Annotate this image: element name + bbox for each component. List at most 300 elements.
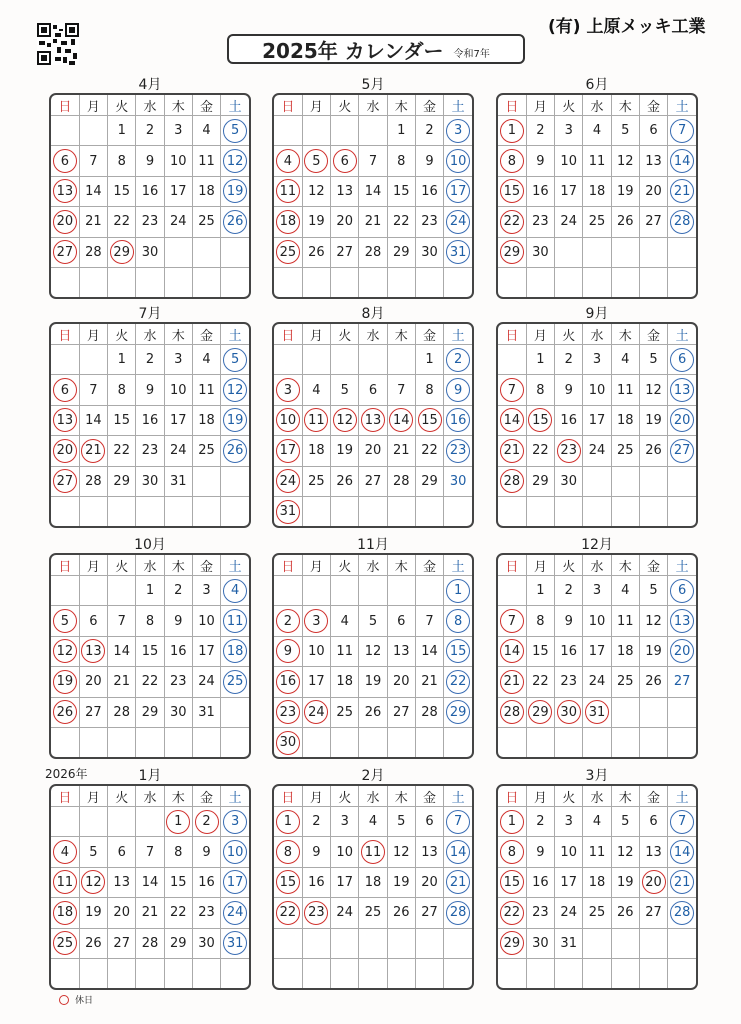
empty-cell [331, 116, 359, 146]
day-cell: 10 [164, 146, 192, 176]
day-cell [274, 436, 302, 466]
day-cell: 5 [359, 606, 387, 636]
day-cell: 3 [555, 807, 583, 837]
holiday-day: 15 [276, 870, 300, 894]
day-cell: 21 [359, 207, 387, 237]
holiday-day: 15 [500, 179, 524, 203]
holiday-day: 17 [223, 870, 247, 894]
day-cell [668, 116, 696, 146]
holiday-day: 21 [81, 439, 105, 463]
day-cell: 10 [555, 837, 583, 867]
weekday-header: 月 [526, 555, 554, 576]
day-cell: 24 [331, 898, 359, 928]
day-cell: 4 [192, 345, 220, 375]
month-label: 8月 [361, 306, 385, 322]
day-cell: 14 [136, 867, 164, 897]
weekday-header: 木 [387, 324, 415, 345]
empty-cell [164, 958, 192, 988]
day-cell [274, 237, 302, 267]
day-cell [302, 898, 330, 928]
day-cell [639, 867, 667, 897]
empty-cell [274, 345, 302, 375]
weekday-header: 土 [444, 95, 472, 116]
holiday-day: 21 [446, 870, 470, 894]
day-cell [387, 405, 415, 435]
holiday-day: 13 [81, 639, 105, 663]
day-cell: 6 [79, 606, 107, 636]
month-grid [272, 784, 474, 990]
holiday-day: 18 [223, 639, 247, 663]
holiday-day: 26 [223, 439, 247, 463]
day-cell [274, 466, 302, 496]
day-cell: 3 [192, 576, 220, 606]
day-cell [668, 576, 696, 606]
empty-cell [51, 727, 79, 757]
day-cell: 25 [359, 898, 387, 928]
day-cell: 20 [387, 667, 415, 697]
day-cell: 15 [136, 636, 164, 666]
empty-cell [136, 807, 164, 837]
holiday-day: 29 [110, 240, 134, 264]
day-cell [51, 667, 79, 697]
day-cell: 9 [192, 837, 220, 867]
day-cell: 13 [639, 837, 667, 867]
day-cell: 28 [108, 697, 136, 727]
empty-cell [192, 466, 220, 496]
day-cell: 9 [526, 837, 554, 867]
day-cell: 26 [639, 667, 667, 697]
holiday-day: 8 [500, 840, 524, 864]
day-cell: 29 [387, 237, 415, 267]
circle-icon [59, 995, 69, 1005]
day-cell: 4 [192, 116, 220, 146]
weekday-header: 金 [639, 555, 667, 576]
day-cell [221, 898, 249, 928]
day-cell [444, 576, 472, 606]
holiday-day: 7 [500, 378, 524, 402]
day-cell [668, 436, 696, 466]
day-cell: 10 [164, 375, 192, 405]
holiday-day: 25 [223, 670, 247, 694]
holiday-day: 28 [500, 469, 524, 493]
empty-cell [79, 267, 107, 297]
empty-cell [387, 928, 415, 958]
weekday-header: 火 [555, 786, 583, 807]
day-cell: 4 [583, 807, 611, 837]
empty-cell [108, 958, 136, 988]
day-cell: 14 [79, 176, 107, 206]
holiday-day: 12 [53, 639, 77, 663]
weekday-header: 日 [274, 324, 302, 345]
holiday-day: 9 [446, 378, 470, 402]
day-cell [498, 176, 526, 206]
holiday-day: 10 [223, 840, 247, 864]
weekday-header: 金 [639, 95, 667, 116]
day-cell [498, 436, 526, 466]
day-cell [221, 606, 249, 636]
holiday-day: 18 [53, 901, 77, 925]
month-label: 11月 [357, 537, 389, 553]
day-cell [498, 928, 526, 958]
day-cell [498, 116, 526, 146]
holiday-day: 28 [500, 700, 524, 724]
day-cell: 18 [611, 636, 639, 666]
day-cell: 26 [302, 237, 330, 267]
day-cell [221, 636, 249, 666]
day-cell: 24 [583, 436, 611, 466]
empty-cell [274, 267, 302, 297]
holiday-day: 15 [528, 408, 552, 432]
holiday-day: 5 [304, 149, 328, 173]
holiday-day: 12 [81, 870, 105, 894]
holiday-day: 3 [446, 119, 470, 143]
holiday-day: 21 [670, 870, 694, 894]
empty-cell [136, 267, 164, 297]
empty-cell [639, 958, 667, 988]
day-cell: 20 [639, 176, 667, 206]
day-cell [274, 867, 302, 897]
empty-cell [51, 116, 79, 146]
holiday-day: 11 [53, 870, 77, 894]
day-cell [79, 436, 107, 466]
day-cell [221, 375, 249, 405]
day-cell: 24 [555, 898, 583, 928]
day-cell [274, 146, 302, 176]
weekday-header: 日 [498, 324, 526, 345]
day-cell: 2 [526, 116, 554, 146]
day-cell: 17 [164, 405, 192, 435]
day-cell [302, 405, 330, 435]
day-cell: 16 [555, 405, 583, 435]
month-calendar [272, 537, 474, 759]
day-cell [668, 837, 696, 867]
day-cell [498, 606, 526, 636]
empty-cell [555, 237, 583, 267]
day-cell: 3 [331, 807, 359, 837]
qr-code-icon [37, 23, 79, 65]
month-grid [49, 93, 251, 299]
weekday-header: 日 [51, 786, 79, 807]
empty-cell [668, 958, 696, 988]
day-cell [444, 898, 472, 928]
day-cell: 6 [639, 807, 667, 837]
day-cell [302, 146, 330, 176]
day-cell [444, 405, 472, 435]
holiday-day: 7 [446, 810, 470, 834]
weekday-header: 月 [79, 786, 107, 807]
day-cell: 18 [331, 667, 359, 697]
empty-cell [611, 727, 639, 757]
empty-cell [51, 576, 79, 606]
day-cell: 18 [611, 405, 639, 435]
holiday-day: 29 [446, 700, 470, 724]
holiday-day: 13 [53, 179, 77, 203]
day-cell: 16 [192, 867, 220, 897]
day-cell: 6 [415, 807, 443, 837]
day-cell: 31 [192, 697, 220, 727]
day-cell: 12 [611, 837, 639, 867]
day-cell [274, 807, 302, 837]
holiday-day: 5 [223, 348, 247, 372]
month-label: 3月 [585, 768, 609, 784]
holiday-day: 5 [53, 609, 77, 633]
day-cell: 31 [555, 928, 583, 958]
weekday-header: 木 [387, 555, 415, 576]
holiday-day: 16 [446, 408, 470, 432]
day-cell: 7 [108, 606, 136, 636]
day-cell: 21 [136, 898, 164, 928]
month-calendar [496, 77, 698, 299]
empty-cell [331, 496, 359, 526]
holiday-day: 11 [361, 840, 385, 864]
holiday-day: 19 [53, 670, 77, 694]
day-cell: 14 [359, 176, 387, 206]
weekday-header: 土 [668, 95, 696, 116]
day-cell: 28 [415, 697, 443, 727]
day-cell: 2 [164, 576, 192, 606]
weekday-header: 金 [192, 786, 220, 807]
day-cell [498, 667, 526, 697]
empty-cell [583, 466, 611, 496]
weekday-header: 水 [583, 95, 611, 116]
month-label: 6月 [585, 77, 609, 93]
day-cell: 27 [79, 697, 107, 727]
holiday-day: 23 [276, 700, 300, 724]
day-cell: 10 [583, 375, 611, 405]
holiday-day: 8 [500, 149, 524, 173]
weekday-header: 木 [611, 555, 639, 576]
day-cell [359, 837, 387, 867]
holiday-day: 3 [276, 378, 300, 402]
empty-cell [359, 928, 387, 958]
weekday-header: 金 [639, 786, 667, 807]
day-cell [444, 667, 472, 697]
day-cell: 4 [359, 807, 387, 837]
day-cell: 28 [79, 466, 107, 496]
day-cell [444, 807, 472, 837]
day-cell [668, 176, 696, 206]
empty-cell [51, 958, 79, 988]
day-cell [221, 116, 249, 146]
weekday-header: 日 [274, 95, 302, 116]
empty-cell [415, 576, 443, 606]
empty-cell [359, 116, 387, 146]
weekday-header: 水 [583, 786, 611, 807]
holiday-day: 14 [389, 408, 413, 432]
day-cell: 27 [108, 928, 136, 958]
day-cell [668, 606, 696, 636]
day-cell: 9 [164, 606, 192, 636]
day-cell: 20 [331, 207, 359, 237]
holiday-day: 4 [223, 579, 247, 603]
day-cell: 2 [555, 345, 583, 375]
day-cell: 6 [639, 116, 667, 146]
empty-cell [583, 267, 611, 297]
day-cell: 21 [415, 667, 443, 697]
weekday-header: 水 [583, 324, 611, 345]
day-cell: 2 [526, 807, 554, 837]
day-cell [302, 697, 330, 727]
weekday-header: 水 [136, 555, 164, 576]
empty-cell [164, 267, 192, 297]
month-calendar [272, 768, 474, 990]
holiday-day: 31 [223, 931, 247, 955]
holiday-day: 6 [53, 149, 77, 173]
empty-cell [274, 116, 302, 146]
holiday-day: 27 [670, 439, 694, 463]
weekday-header: 月 [302, 324, 330, 345]
day-cell: 18 [192, 176, 220, 206]
empty-cell [192, 267, 220, 297]
empty-cell [79, 345, 107, 375]
empty-cell [79, 116, 107, 146]
holiday-day: 6 [53, 378, 77, 402]
day-cell: 20 [415, 867, 443, 897]
day-cell [444, 837, 472, 867]
empty-cell [192, 237, 220, 267]
day-cell [444, 636, 472, 666]
day-cell: 9 [136, 375, 164, 405]
day-cell [668, 807, 696, 837]
weekday-header: 金 [192, 95, 220, 116]
day-cell: 21 [108, 667, 136, 697]
holiday-day: 3 [223, 810, 247, 834]
weekday-header: 水 [136, 95, 164, 116]
empty-cell [51, 345, 79, 375]
weekday-header: 日 [498, 555, 526, 576]
day-cell: 23 [192, 898, 220, 928]
empty-cell [444, 727, 472, 757]
day-cell: 18 [302, 436, 330, 466]
holiday-day: 13 [670, 609, 694, 633]
day-cell [498, 237, 526, 267]
holiday-day: 1 [500, 119, 524, 143]
day-cell [51, 867, 79, 897]
day-cell [274, 837, 302, 867]
weekday-header: 火 [555, 95, 583, 116]
day-cell: 5 [611, 807, 639, 837]
day-cell [498, 867, 526, 897]
day-cell: 29 [136, 697, 164, 727]
weekday-header: 木 [164, 555, 192, 576]
empty-cell [331, 345, 359, 375]
day-cell: 22 [526, 436, 554, 466]
day-cell: 26 [611, 898, 639, 928]
day-cell: 5 [639, 345, 667, 375]
day-cell [555, 697, 583, 727]
month-label: 10月 [134, 537, 166, 553]
empty-cell [668, 697, 696, 727]
day-cell [164, 807, 192, 837]
day-cell: 30 [555, 466, 583, 496]
holiday-day: 21 [500, 439, 524, 463]
day-cell: 25 [583, 898, 611, 928]
empty-cell [526, 958, 554, 988]
day-cell [221, 176, 249, 206]
empty-cell [221, 466, 249, 496]
day-cell: 7 [359, 146, 387, 176]
empty-cell [79, 727, 107, 757]
day-cell: 5 [387, 807, 415, 837]
day-cell [444, 436, 472, 466]
day-cell: 17 [555, 867, 583, 897]
day-cell: 1 [415, 345, 443, 375]
day-cell: 17 [164, 176, 192, 206]
day-cell [51, 176, 79, 206]
holiday-day: 30 [557, 700, 581, 724]
empty-cell [359, 496, 387, 526]
day-cell: 12 [387, 837, 415, 867]
day-cell: 7 [136, 837, 164, 867]
day-cell: 23 [526, 207, 554, 237]
day-cell [221, 807, 249, 837]
day-cell: 26 [387, 898, 415, 928]
holiday-day: 2 [446, 348, 470, 372]
holiday-day: 2 [195, 810, 219, 834]
day-cell: 16 [302, 867, 330, 897]
empty-cell [668, 496, 696, 526]
holiday-day: 4 [276, 149, 300, 173]
empty-cell [526, 496, 554, 526]
day-cell: 10 [331, 837, 359, 867]
day-cell: 28 [79, 237, 107, 267]
day-cell: 15 [108, 176, 136, 206]
legend-label: 休日 [75, 996, 94, 1006]
page-subtitle: 令和7年 [453, 48, 490, 60]
day-cell: 15 [108, 405, 136, 435]
weekday-header: 火 [331, 786, 359, 807]
day-cell [444, 116, 472, 146]
holiday-day: 20 [670, 408, 694, 432]
holiday-day: 24 [304, 700, 328, 724]
day-cell [79, 867, 107, 897]
month-label: 2月 [361, 768, 385, 784]
day-cell [274, 697, 302, 727]
holiday-day: 29 [500, 240, 524, 264]
empty-cell [221, 958, 249, 988]
day-cell: 12 [639, 375, 667, 405]
day-cell: 1 [108, 116, 136, 146]
month-grid [49, 553, 251, 759]
day-cell: 9 [415, 146, 443, 176]
weekday-header: 土 [221, 324, 249, 345]
empty-cell [444, 928, 472, 958]
empty-cell [136, 496, 164, 526]
empty-cell [639, 237, 667, 267]
weekday-header: 木 [387, 95, 415, 116]
day-cell: 8 [526, 606, 554, 636]
weekday-header: 火 [331, 324, 359, 345]
day-cell [51, 237, 79, 267]
day-cell: 19 [639, 636, 667, 666]
day-cell [444, 207, 472, 237]
day-cell: 11 [611, 606, 639, 636]
day-cell: 26 [359, 697, 387, 727]
month-grid [272, 322, 474, 528]
day-cell: 22 [415, 436, 443, 466]
holiday-day: 13 [361, 408, 385, 432]
day-cell [79, 636, 107, 666]
weekday-header: 水 [359, 95, 387, 116]
day-cell: 18 [583, 867, 611, 897]
day-cell [221, 436, 249, 466]
day-cell: 24 [192, 667, 220, 697]
empty-cell [51, 807, 79, 837]
holiday-day: 3 [304, 609, 328, 633]
holiday-day: 26 [53, 700, 77, 724]
day-cell [274, 667, 302, 697]
day-cell: 16 [526, 176, 554, 206]
